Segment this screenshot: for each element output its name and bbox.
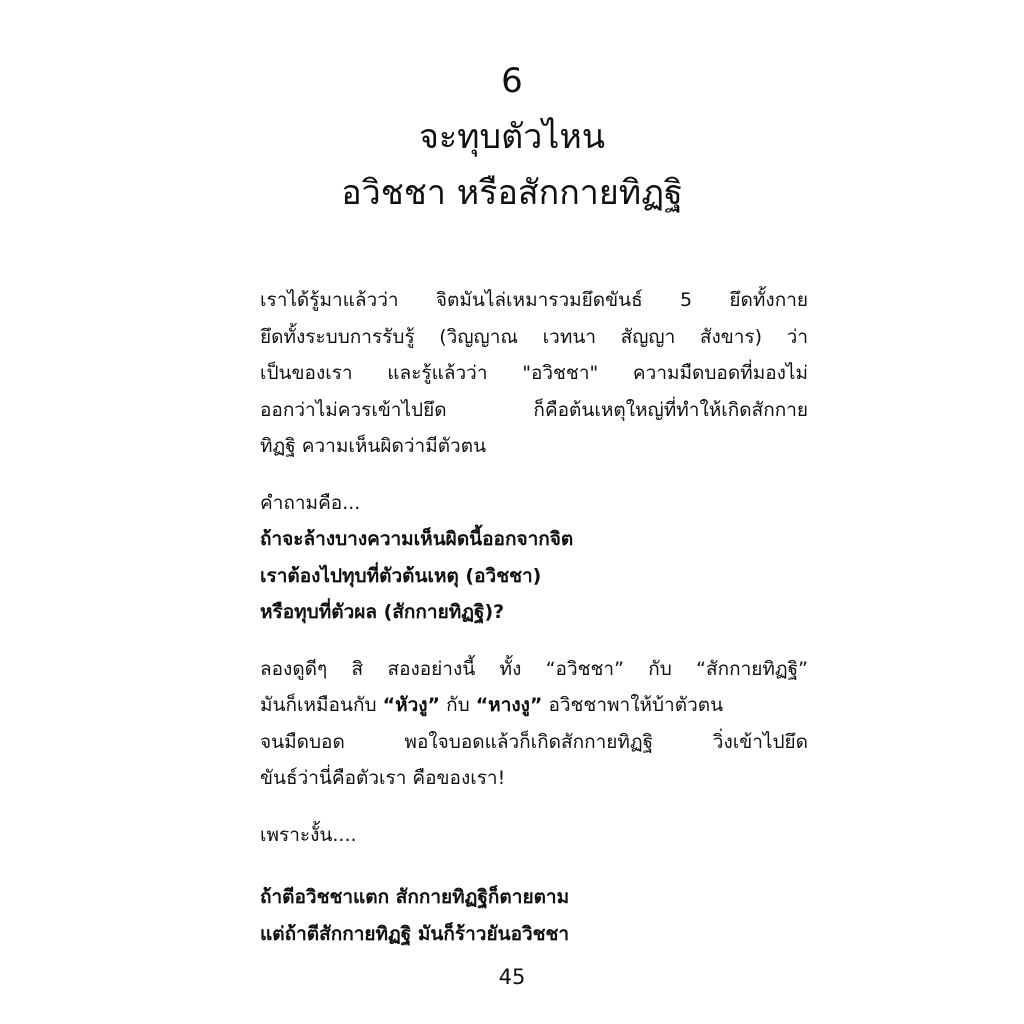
paragraph-2-text: อวิชชาพาให้บ้าตัวตน — [542, 694, 724, 716]
question-block — [260, 485, 808, 631]
question-intro: คำถามคือ... — [260, 491, 361, 514]
question-line: หรือทุบที่ตัวผล (สักกายทิฏฐิ)? — [260, 601, 505, 623]
paragraph-2-text: มันก็เหมือนกับ — [260, 694, 383, 716]
paragraph-1-line: ออกว่าไม่ควรเข้าไปยึด ก็คือต้นเหตุใหญ่ที่ทำให้เกิดสักกาย — [260, 398, 808, 421]
conclusion-line: แต่ถ้าตีสักกายทิฏฐิ มันก็ร้าวยันอวิชชา — [260, 922, 570, 945]
paragraph-1-line: ยึดทั้งระบบการรับรู้ (วิญญาณ เวทนา สัญญา สังขาร) ว่า — [260, 325, 808, 348]
paragraph-2-line: จนมืดบอด พอใจบอดแล้วก็เกิดสักกายทิฏฐิ วิ่งเข้าไปยึด — [260, 730, 808, 753]
conclusion-line: ถ้าตีอวิชชาแตก สักกายทิฏฐิก็ตายตาม — [260, 886, 570, 908]
paragraph-2-line — [260, 687, 808, 724]
question-line: ถ้าจะล้างบางความเห็นผิดนี้ออกจากจิต — [260, 528, 574, 550]
paragraph-1-line: เราได้รู้มาแล้วว่า จิตมันไล่เหมารวมยึดขันธ์ 5 ยึดทั้งกาย — [260, 289, 808, 311]
paragraph-1 — [260, 282, 808, 465]
question-line: เราต้องไปทุบที่ตัวต้นเหตุ (อวิชชา) — [260, 564, 542, 587]
paragraph-1-line: ทิฏฐิ ความเห็นผิดว่ามีตัวตน — [260, 435, 487, 457]
chapter-title-line-1: จะทุบตัวไหน — [418, 117, 606, 157]
page-number: 45 — [498, 965, 526, 989]
conclusion-block — [260, 879, 808, 952]
chapter-title-line-2: อวิชชา หรือสักกายทิฏฐิ — [341, 173, 683, 213]
therefore-text: เพราะงั้น.... — [260, 823, 357, 846]
paragraph-2-line: ลองดูดีๆ สิ สองอย่างนี้ ทั้ง “อวิชชา” กับ “สักกายทิฏฐิ” — [260, 657, 808, 680]
paragraph-2 — [260, 651, 808, 797]
paragraph-2-text: กับ — [440, 694, 476, 716]
paragraph-2-line: ขันธ์ว่านี่คือตัวเรา คือของเรา! — [260, 767, 506, 789]
snake-tail-term: “หางงู” — [475, 694, 543, 716]
therefore-block — [260, 817, 808, 854]
page-body — [260, 282, 808, 972]
chapter-number: 6 — [501, 61, 523, 101]
paragraph-1-line: เป็นของเรา และรู้แล้วว่า "อวิชชา" ความมืดบอดที่มองไม่ — [260, 362, 808, 384]
snake-head-term: “หัวงู” — [382, 694, 441, 716]
